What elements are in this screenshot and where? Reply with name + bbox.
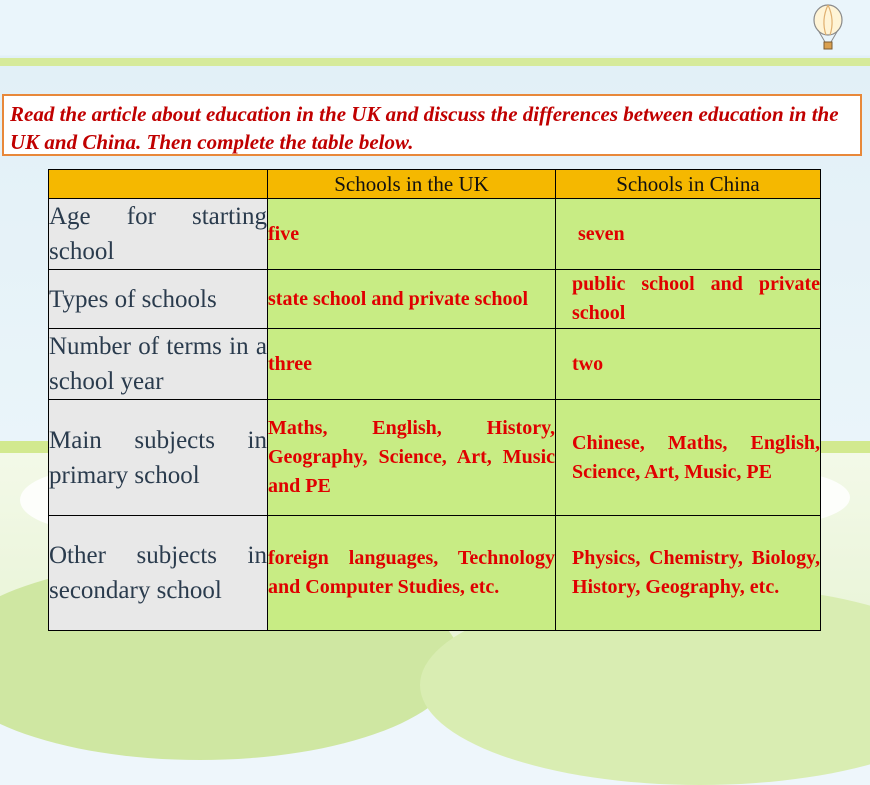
row-label: Types of schools [49,270,268,329]
row-label: Age for starting school [49,199,268,270]
table-row [49,329,821,400]
header-uk: Schools in the UK [268,170,556,199]
background-stripe-top [0,58,870,66]
table-header-row [49,170,821,199]
china-value: Chinese, Maths, English, Science, Art, Music, PE [556,400,821,516]
china-value: public school and private school [556,270,821,329]
row-label: Number of terms in a school year [49,329,268,400]
uk-value: three [268,329,556,400]
china-value: two [556,329,821,400]
uk-value: foreign languages, Technology and Computer Studies, etc. [268,516,556,631]
table-row [49,270,821,329]
china-value: seven [556,199,821,270]
uk-value: Maths, English, History, Geography, Science, Art, Music and PE [268,400,556,516]
china-value: Physics, Chemistry, Biology, History, Geography, etc. [556,516,821,631]
instruction-text: Read the article about education in the UK and discuss the differences between education in the UK and China. Then complete the table below. [2,94,862,156]
uk-value: five [268,199,556,270]
comparison-table [48,169,821,631]
header-blank-cell [49,170,268,199]
hot-air-balloon-icon [810,4,846,52]
table-row [49,199,821,270]
row-label: Main subjects in primary school [49,400,268,516]
table-row [49,400,821,516]
table-row [49,516,821,631]
header-china: Schools in China [556,170,821,199]
uk-value: state school and private school [268,270,556,329]
row-label: Other subjects in secondary school [49,516,268,631]
